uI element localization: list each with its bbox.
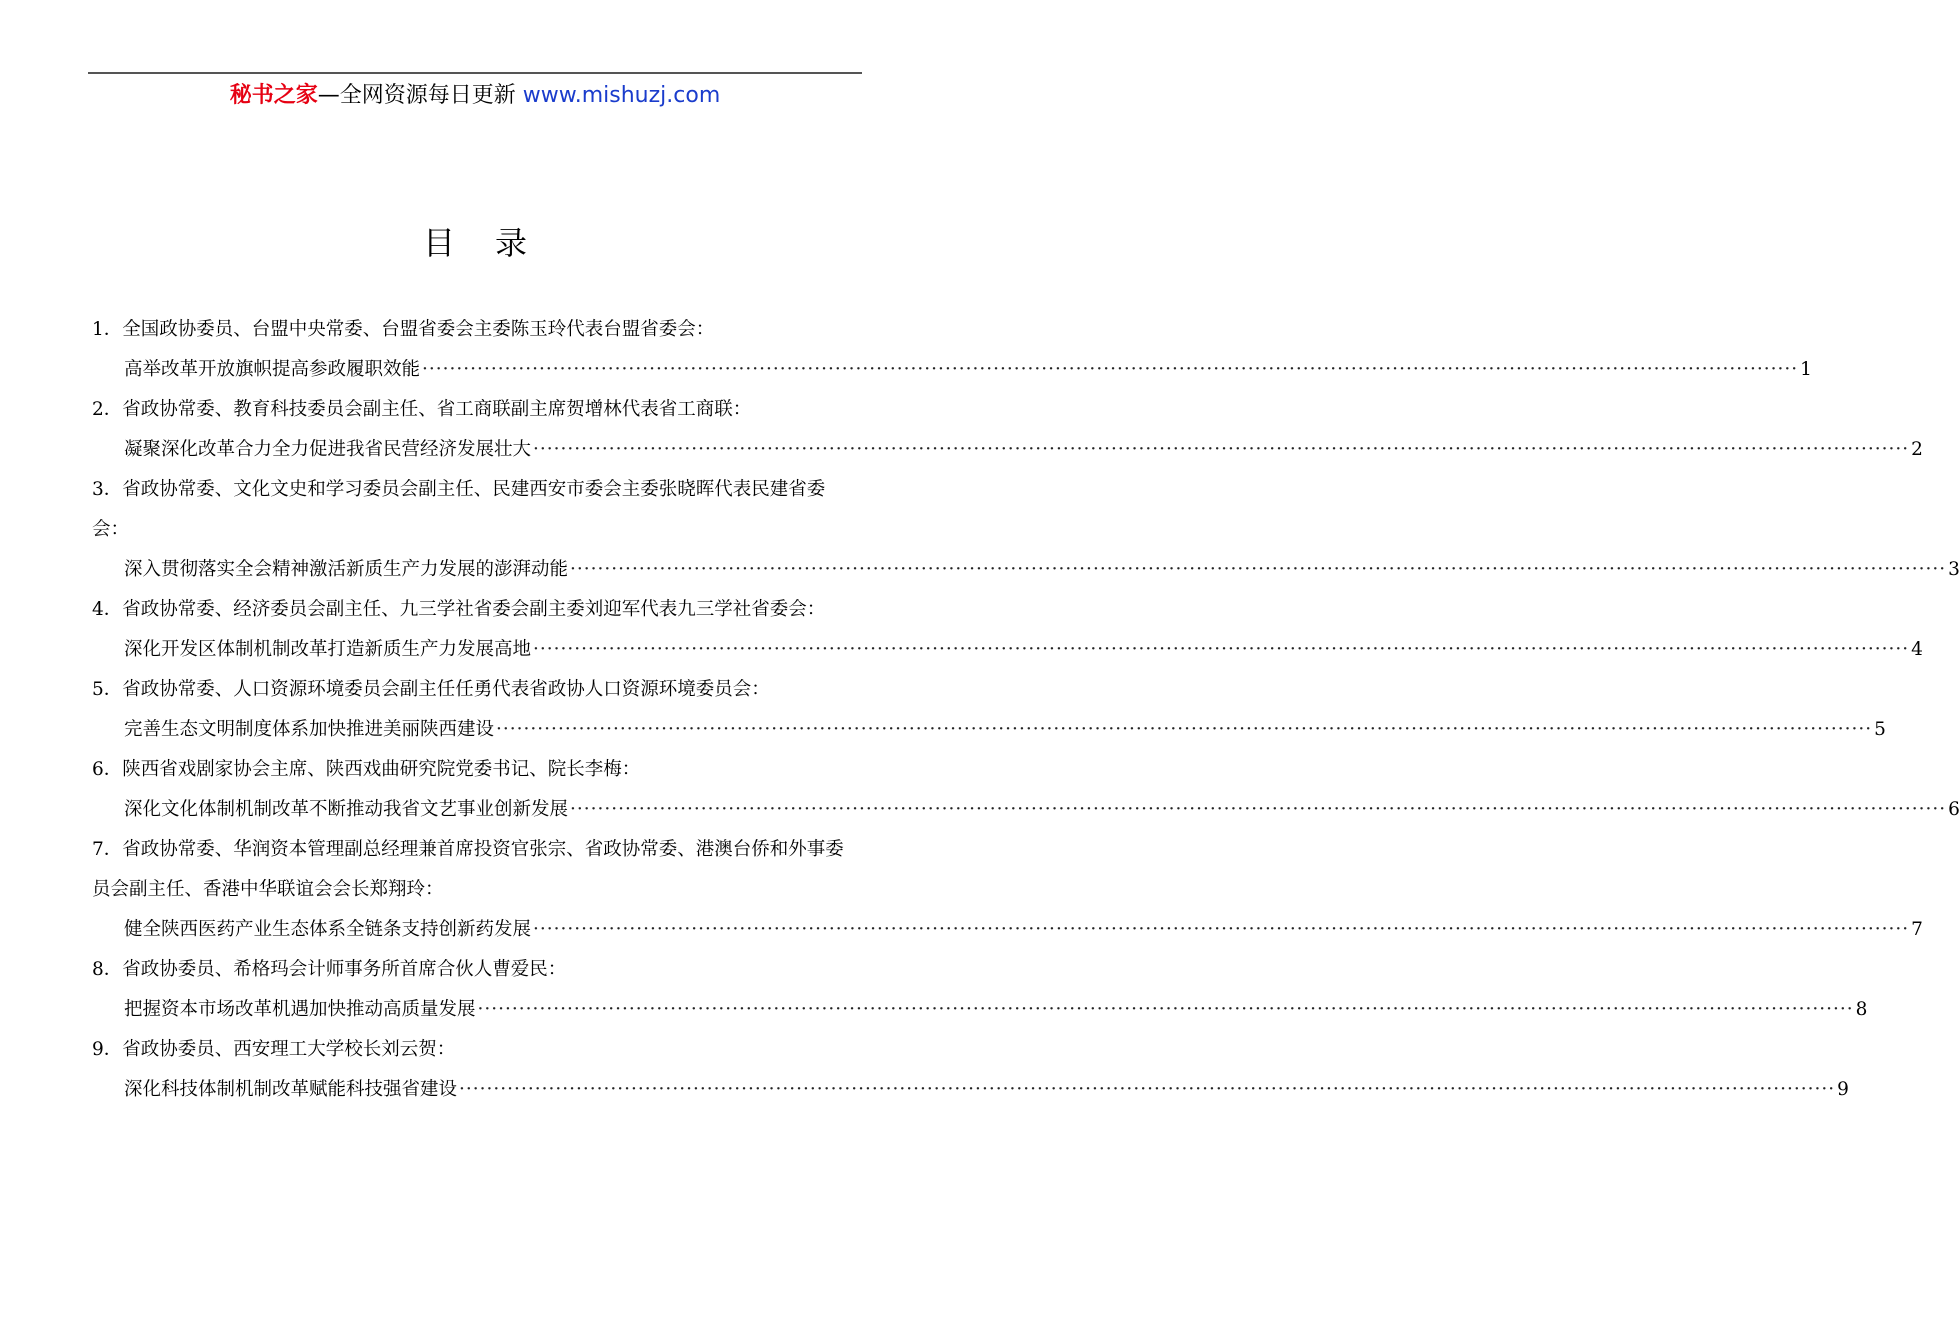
toc-entry <box>92 950 1868 1030</box>
toc-entry-title-line[interactable] <box>92 1070 1849 1110</box>
toc-entry-title-line[interactable] <box>92 790 1960 830</box>
toc-entry-number: 6． <box>92 759 123 780</box>
header-tagline: 全网资源每日更新 <box>339 83 516 108</box>
toc-entry-head <box>92 750 860 790</box>
toc-entry-number: 2． <box>92 399 123 420</box>
toc-entry-title[interactable]: 深入贯彻落实全会精神激活新质生产力发展的澎湃动能 <box>124 559 569 580</box>
toc-entry-number: 3． <box>92 479 123 500</box>
toc-entry-title[interactable]: 高举改革开放旗帜提高参政履职效能 <box>124 359 421 380</box>
toc-entry-title[interactable]: 把握资本市场改革机遇加快推动高质量发展 <box>124 999 476 1020</box>
toc-entry <box>92 310 1812 390</box>
toc-entry <box>92 1030 1849 1110</box>
toc-entry-head <box>92 590 860 630</box>
toc-entry-title-line[interactable] <box>92 630 1923 670</box>
toc-entry-speaker: 省政协常委、华润资本管理副总经理兼首席投资官张宗、省政协常委、港澳台侨和外事委员会副主任、香港中华联谊会会长郑翔玲： <box>92 839 844 900</box>
toc-entry-page: 9 <box>1837 1079 1849 1100</box>
toc-entry-title-line[interactable] <box>92 550 1960 590</box>
toc-entry-speaker: 省政协常委、教育科技委员会副主任、省工商联副主席贺增林代表省工商联： <box>122 399 752 420</box>
toc-entry-page: 8 <box>1855 999 1868 1020</box>
toc-entry-title-line[interactable] <box>92 710 1886 750</box>
toc-entry-head <box>92 950 860 990</box>
toc-entry-speaker: 全国政协委员、台盟中央常委、台盟省委会主委陈玉玲代表台盟省委会： <box>122 319 715 340</box>
leader-dots: ········································································································································································································ <box>533 439 1910 460</box>
toc-entry-head <box>92 310 860 350</box>
leader-dots: ········································································································································································································ <box>570 799 1947 820</box>
toc-entry-page: 3 <box>1948 559 1960 580</box>
leader-dots: ········································································································································································································ <box>496 719 1873 740</box>
toc-entry-title-line[interactable] <box>92 910 1923 950</box>
toc-entry-title[interactable]: 完善生态文明制度体系加快推进美丽陕西建设 <box>124 719 495 740</box>
toc-entry <box>92 830 1923 950</box>
toc-entry-title-line[interactable] <box>92 350 1812 390</box>
toc-entry-title-line[interactable] <box>92 990 1868 1030</box>
toc-entry-head <box>92 830 860 910</box>
toc-entry-number: 7． <box>92 839 123 860</box>
toc-entry-title[interactable]: 健全陕西医药产业生态体系全链条支持创新药发展 <box>124 919 532 940</box>
header-rule <box>88 72 862 74</box>
toc-entry-page: 5 <box>1874 719 1886 740</box>
toc-entry-speaker: 陕西省戏剧家协会主席、陕西戏曲研究院党委书记、院长李梅： <box>122 759 641 780</box>
toc-entry-speaker: 省政协常委、文化文史和学习委员会副主任、民建西安市委会主委张晓晖代表民建省委会： <box>92 479 826 540</box>
toc-title: 目录 <box>422 224 567 262</box>
toc-entry-page: 6 <box>1948 799 1960 820</box>
toc-entry <box>92 590 1923 670</box>
leader-dots: ········································································································································································································ <box>477 999 1854 1020</box>
toc-entry-title[interactable]: 深化科技体制机制改革赋能科技强省建设 <box>124 1079 458 1100</box>
header-url-link[interactable]: www.mishuzj.com <box>522 83 721 108</box>
toc-entry <box>92 670 1886 750</box>
toc-entry-page: 1 <box>1800 359 1812 380</box>
toc-entry-page: 4 <box>1911 639 1923 660</box>
leader-dots: ········································································································································································································ <box>459 1079 1836 1100</box>
toc-entry-speaker: 省政协委员、西安理工大学校长刘云贺： <box>122 1039 456 1060</box>
toc-entry-title-line[interactable] <box>92 430 1923 470</box>
toc-entry-page: 7 <box>1911 919 1923 940</box>
toc-entry-page: 2 <box>1911 439 1923 460</box>
toc-entry-head <box>92 470 860 550</box>
table-of-contents <box>92 310 1960 1110</box>
leader-dots: ········································································································································································································ <box>533 919 1910 940</box>
toc-entry-title[interactable]: 深化文化体制机制改革不断推动我省文艺事业创新发展 <box>124 799 569 820</box>
toc-entry <box>92 390 1923 470</box>
brand-name: 秘书之家 <box>229 83 318 108</box>
toc-entry-speaker: 省政协委员、希格玛会计师事务所首席合伙人曹爱民： <box>122 959 567 980</box>
toc-entry-number: 9． <box>92 1039 123 1060</box>
leader-dots: ········································································································································································································ <box>422 359 1799 380</box>
toc-entry-title[interactable]: 凝聚深化改革合力全力促进我省民营经济发展壮大 <box>124 439 532 460</box>
toc-entry-title[interactable]: 深化开发区体制机制改革打造新质生产力发展高地 <box>124 639 532 660</box>
toc-entry-head <box>92 390 860 430</box>
leader-dots: ········································································································································································································ <box>533 639 1910 660</box>
toc-entry-number: 4． <box>92 599 123 620</box>
toc-entry <box>92 470 1960 590</box>
toc-entry-head <box>92 1030 860 1070</box>
toc-entry-number: 1． <box>92 319 123 340</box>
site-header <box>0 82 950 110</box>
toc-entry <box>92 750 1960 830</box>
toc-entry-number: 8． <box>92 959 123 980</box>
header-dash: — <box>317 83 340 108</box>
toc-entry-head <box>92 670 860 710</box>
leader-dots: ········································································································································································································ <box>570 559 1947 580</box>
toc-entry-speaker: 省政协常委、人口资源环境委员会副主任任勇代表省政协人口资源环境委员会： <box>122 679 770 700</box>
toc-entry-speaker: 省政协常委、经济委员会副主任、九三学社省委会副主委刘迎军代表九三学社省委会： <box>122 599 826 620</box>
toc-entry-number: 5． <box>92 679 123 700</box>
